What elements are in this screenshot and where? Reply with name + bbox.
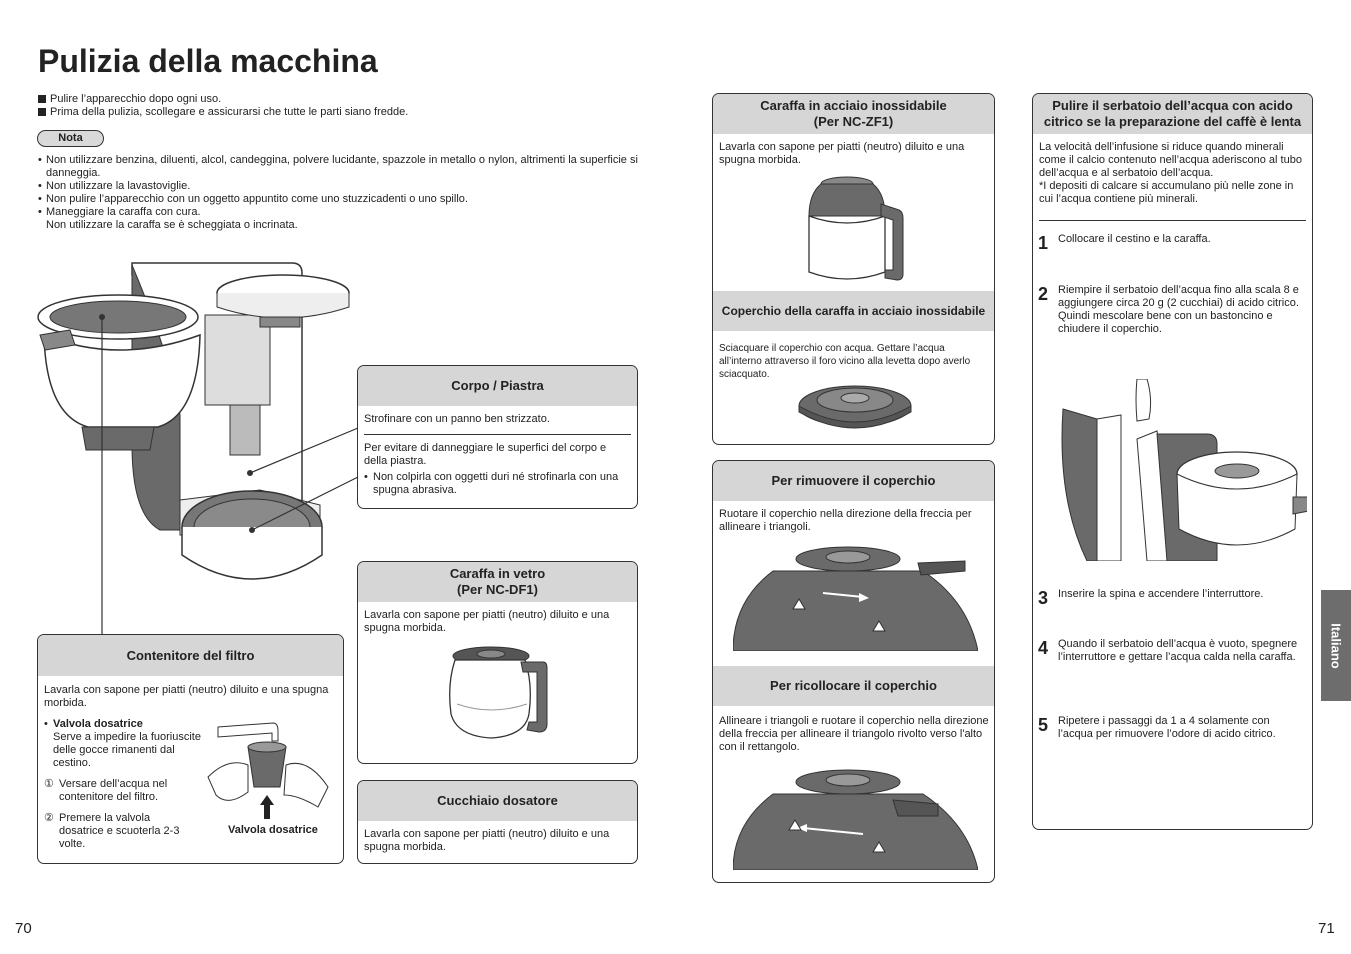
steel-carafe-illustration bbox=[803, 174, 908, 286]
language-tab: Italiano bbox=[1321, 590, 1351, 701]
filter-container-box bbox=[37, 634, 344, 864]
citric-acid-title: Pulire il serbatoio dell’acqua con acido citrico se la preparazione del caffè è lenta bbox=[1033, 94, 1312, 134]
glass-carafe-text: Lavarla con sapone per piatti (neutro) diluito e una spugna morbida. bbox=[364, 609, 610, 634]
filter-step-2: ② Premere la valvola dosatrice e scuoterla 2-3 volte. bbox=[44, 812, 180, 850]
body-plate-box bbox=[357, 365, 638, 509]
filter-container-body: Lavarla con sapone per piatti (neutro) diluito e una spugna morbida. • Valvola dosatrice Serve a impedire la fuoriuscite delle gocce rimanenti dal cestino. ① Versare dell’acqua nel contenitore del filtro. ② Premere la valvola dosatrice e scuoterla 2-3 volte. bbox=[44, 684, 329, 850]
body-plate-body: Strofinare con un panno ben strizzato. Per evitare di danneggiare le superfici del corpo e della piastra. • Non colpirla con oggetti duri né strofinarla con una spugna abrasiva. bbox=[358, 406, 637, 504]
note-item: • Non pulire l’apparecchio con un oggetto appuntito come uno stuzzicadenti o uno spillo. bbox=[38, 193, 468, 205]
divider bbox=[1039, 220, 1306, 221]
remove-lid-illustration bbox=[733, 541, 978, 651]
body-plate-title: Corpo / Piastra bbox=[358, 366, 637, 406]
steel-carafe-title: Caraffa in acciaio inossidabile (Per NC-ZF1) bbox=[713, 94, 994, 134]
measuring-spoon-box bbox=[357, 780, 638, 864]
refit-lid-illustration bbox=[733, 764, 978, 870]
glass-carafe-illustration bbox=[443, 644, 553, 744]
remove-lid-text: Ruotare il coperchio nella direzione della freccia per allineare i triangoli. bbox=[719, 508, 972, 533]
refit-lid-text: Allineare i triangoli e ruotare il coperchio nella direzione della freccia per allineare il triangolo rivolto verso l'alto con il rettangolo. bbox=[719, 715, 989, 753]
steel-lid-text: Sciacquare il coperchio con acqua. Gettare l’acqua all’interno attraverso il foro vicino alla levetta dopo averlo sciacquato. bbox=[719, 343, 971, 380]
valve-bullet: • Valvola dosatrice Serve a impedire la fuoriuscite delle gocce rimanenti dal cestino. bbox=[44, 718, 201, 769]
body-plate-bullet: • Non colpirla con oggetti duri né strofinarla con una spugna abrasiva. bbox=[364, 471, 619, 496]
square-bullet-icon bbox=[38, 108, 46, 116]
steel-carafe-text: Lavarla con sapone per piatti (neutro) diluito e una spugna morbida. bbox=[719, 141, 965, 166]
note-item: • Maneggiare la caraffa con cura. Non utilizzare la caraffa se è scheggiata o incrinata. bbox=[38, 206, 298, 231]
notes-list bbox=[38, 154, 648, 232]
citric-acid-intro: La velocità dell’infusione si riduce quando minerali come il calcio contenuto nell’acqua aderiscono al tubo dell’acqua e al serbatoio dell’acqua. *I depositi di calcare si accumulano più nelle zone in cui l’acqua contiene più minerali. bbox=[1039, 141, 1302, 205]
glass-carafe-box bbox=[357, 561, 638, 764]
divider bbox=[364, 434, 631, 435]
coffee-maker-illustration bbox=[30, 255, 360, 645]
note-item: • Non utilizzare benzina, diluenti, alcol, candeggina, polvere lucidante, spazzole in metallo o nylon, altrimenti la superficie si danneggia. bbox=[38, 154, 638, 179]
page-number-right: 71 bbox=[1318, 920, 1335, 937]
valve-caption: Valvola dosatrice bbox=[228, 824, 318, 836]
intro-item: Pulire l’apparecchio dopo ogni uso. bbox=[38, 93, 658, 106]
intro-list bbox=[38, 93, 658, 119]
steel-lid-illustration bbox=[795, 376, 915, 436]
steel-lid-title: Coperchio della caraffa in acciaio inossidabile bbox=[713, 291, 994, 331]
steel-carafe-box bbox=[712, 93, 995, 445]
refit-lid-title: Per ricollocare il coperchio bbox=[713, 666, 994, 706]
measuring-spoon-text: Lavarla con sapone per piatti (neutro) diluito e una spugna morbida. bbox=[364, 828, 610, 853]
remove-lid-box bbox=[712, 460, 995, 883]
measuring-spoon-title: Cucchiaio dosatore bbox=[358, 781, 637, 821]
intro-item: Prima della pulizia, scollegare e assicurarsi che tutte le parti siano fredde. bbox=[38, 106, 658, 119]
filter-step-1: ① Versare dell’acqua nel contenitore del filtro. bbox=[44, 778, 168, 803]
square-bullet-icon bbox=[38, 95, 46, 103]
note-item: • Non utilizzare la lavastoviglie. bbox=[38, 180, 191, 192]
valve-washing-illustration bbox=[198, 717, 338, 827]
nota-badge: Nota bbox=[37, 130, 104, 147]
glass-carafe-title: Caraffa in vetro (Per NC-DF1) bbox=[358, 562, 637, 602]
citric-acid-illustration bbox=[1057, 379, 1307, 561]
remove-lid-title: Per rimuovere il coperchio bbox=[713, 461, 994, 501]
page-number-left: 70 bbox=[15, 920, 32, 937]
page-title: Pulizia della macchina bbox=[38, 43, 378, 79]
filter-container-title: Contenitore del filtro bbox=[38, 635, 343, 676]
